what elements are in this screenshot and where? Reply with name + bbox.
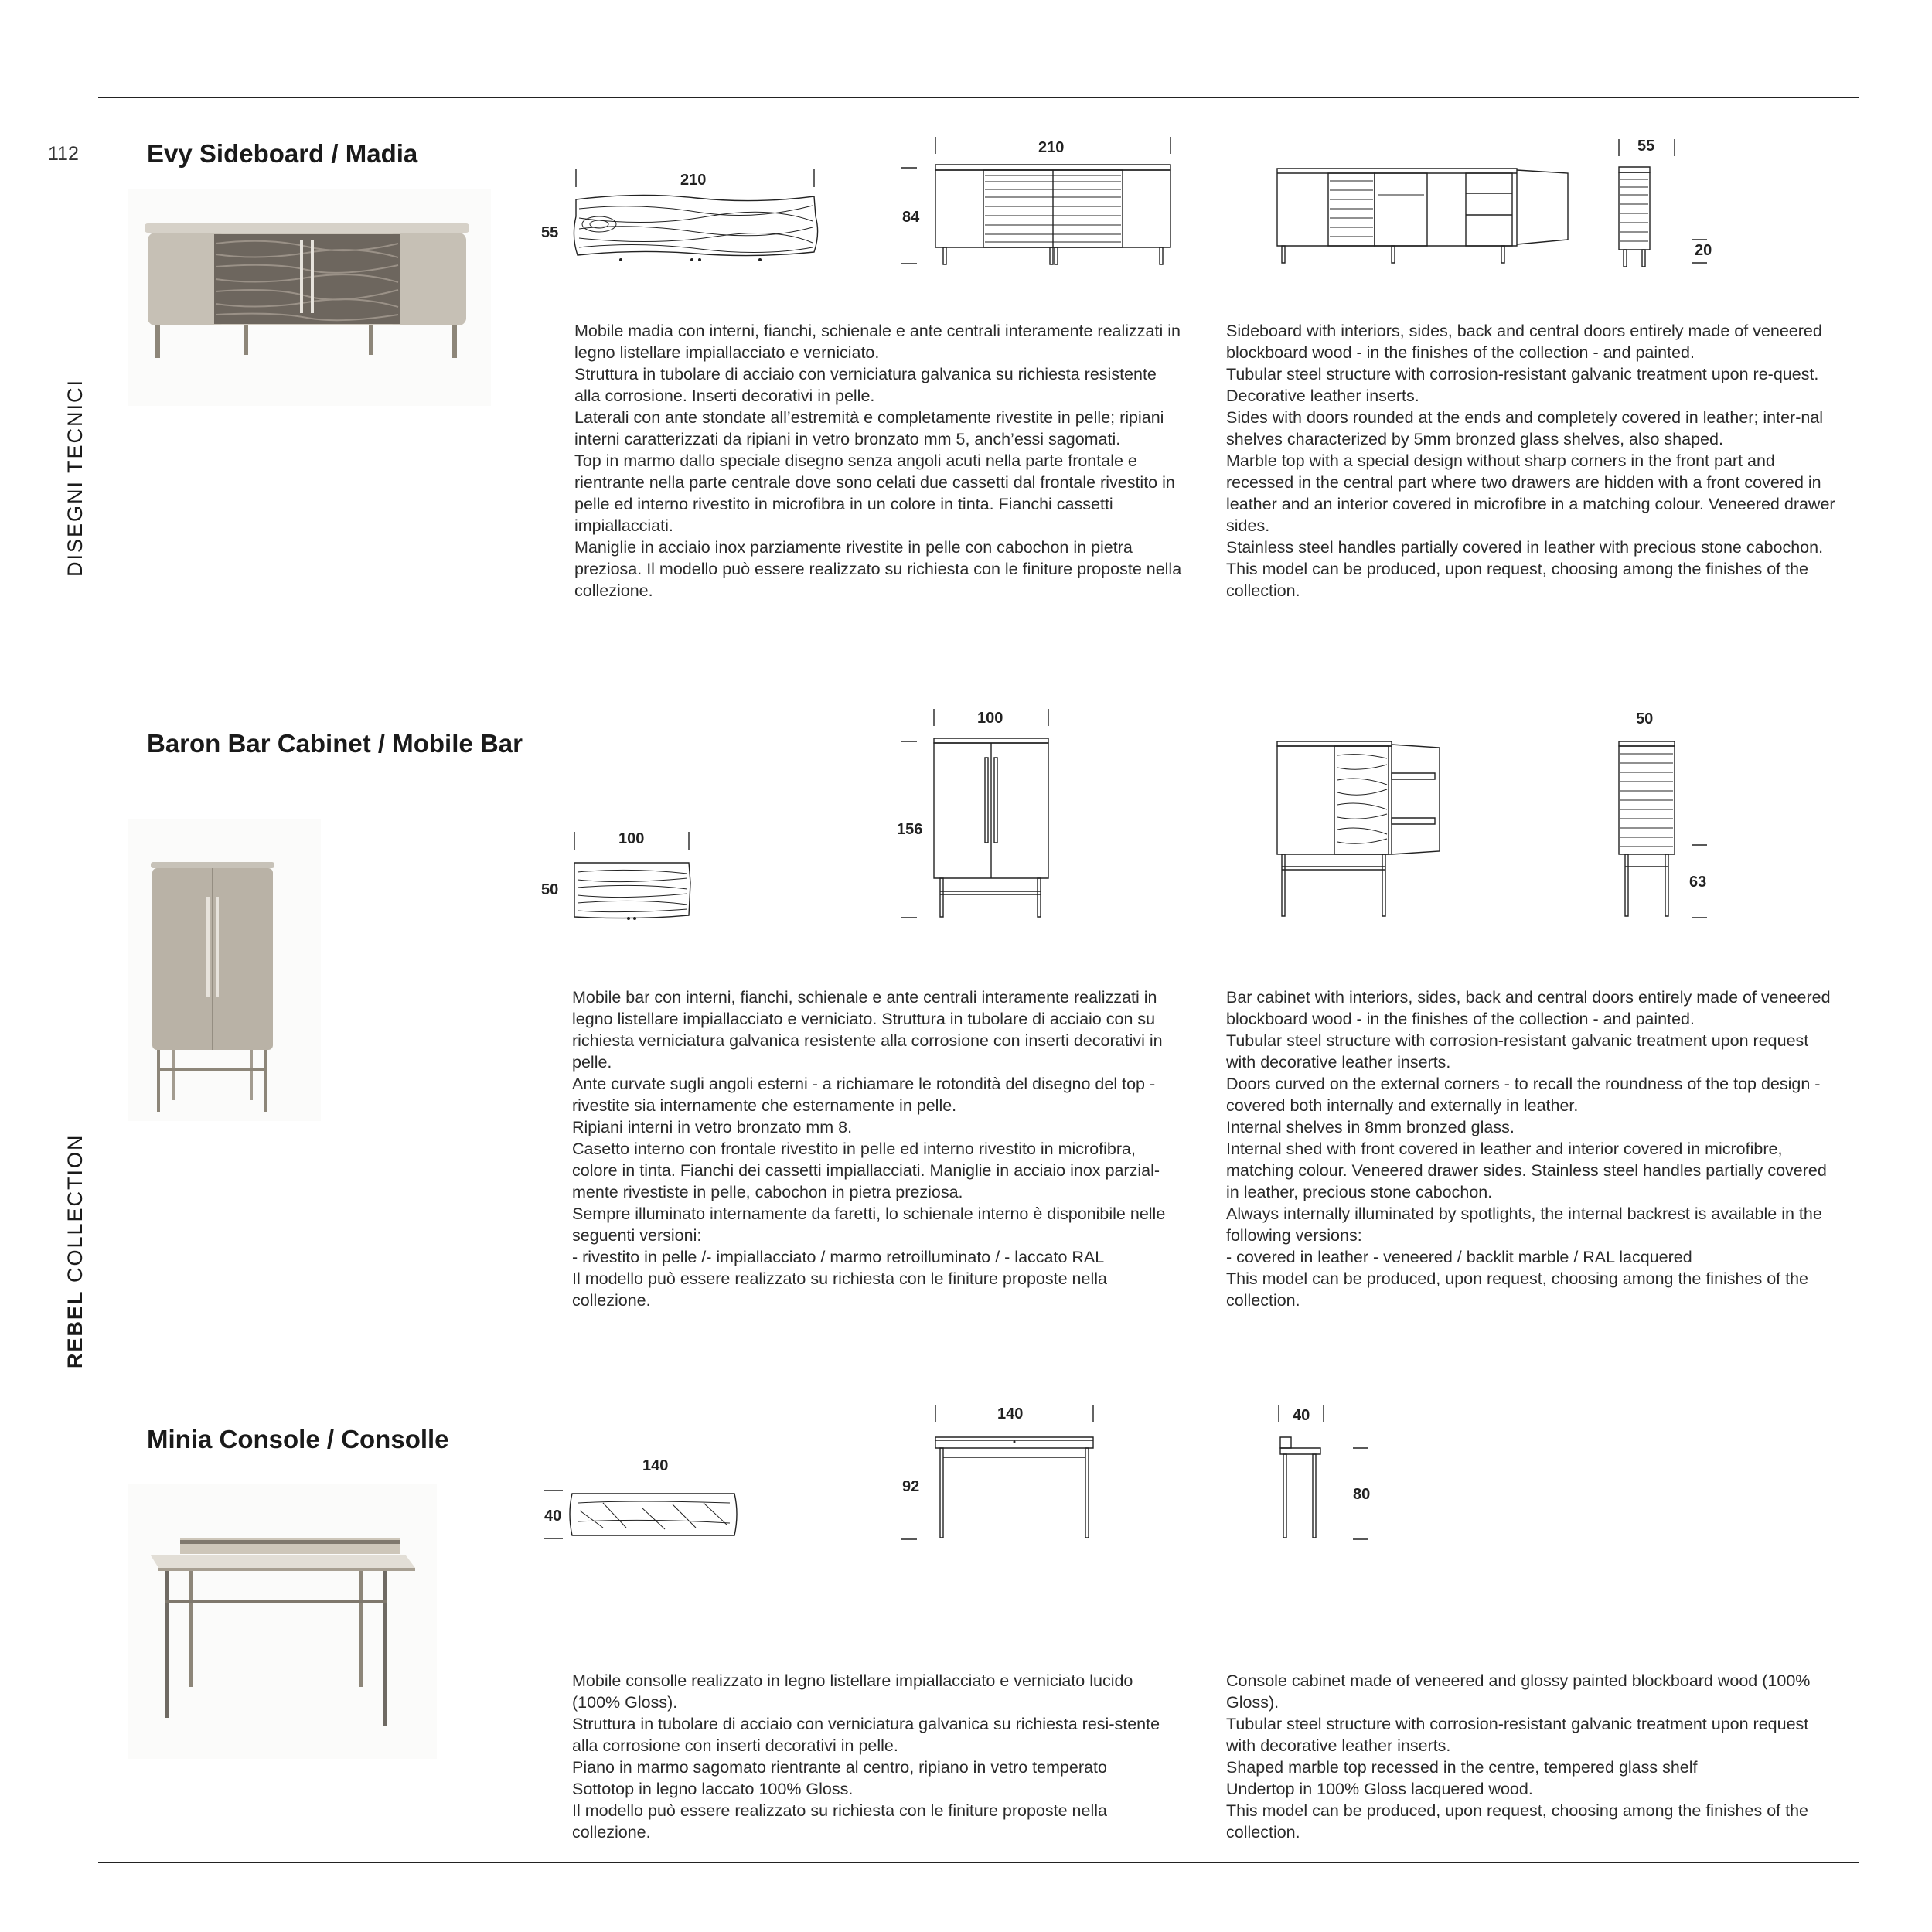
bottom-rule	[98, 1862, 1859, 1863]
desc-paragraph: Tubular steel structure with corrosion-resistant galvanic treatment upon request with decorative leather inserts.	[1226, 1715, 1809, 1755]
desc-paragraph: Always internally illuminated by spotlights, the internal backrest is available in the following versions:	[1226, 1205, 1822, 1245]
desc-paragraph: Internal shelves in 8mm bronzed glass.	[1226, 1118, 1515, 1136]
desc-paragraph: Stainless steel handles partially covered in leather with precious stone cabochon.	[1226, 538, 1824, 557]
desc-paragraph: Struttura in tubolare di acciaio con verniciatura galvanica su richiesta resistente alla corrosione. Inserti decorativi in pelle.	[574, 365, 1157, 405]
desc-paragraph: Doors curved on the external corners - to recall the roundness of the top design - covered both internally and externally in leather.	[1226, 1075, 1821, 1115]
baron-bar-cabinet-photo	[128, 819, 321, 1121]
desc-paragraph: - rivestito in pelle /- impiallacciato / marmo retroilluminato / - laccato RAL	[572, 1248, 1105, 1266]
desc-paragraph: This model can be produced, upon request, choosing among the finishes of the collection.	[1226, 1801, 1808, 1842]
desc-paragraph: - covered in leather - veneered / backlit marble / RAL lacquered	[1226, 1248, 1692, 1266]
dim-evy-side-depth: 55	[1637, 138, 1655, 155]
minia-plan-drawing	[541, 1484, 742, 1562]
desc-paragraph: Il modello può essere realizzato su richiesta con le finiture proposte nella collezione.	[572, 1269, 1107, 1310]
evy-front-drawing	[897, 135, 1183, 271]
desc-paragraph: Il modello può essere realizzato su richiesta con le finiture proposte nella collezione.	[572, 1801, 1107, 1842]
minia-console-photo	[128, 1484, 437, 1759]
desc-paragraph: Tubular steel structure with corrosion-resistant galvanic treatment upon request with decorative leather inserts.	[1226, 1031, 1809, 1072]
dim-minia-plan-depth: 40	[544, 1508, 562, 1525]
dim-evy-front-width: 210	[1038, 139, 1065, 156]
dim-baron-plan-width: 100	[618, 830, 645, 847]
minia-side-drawing	[1268, 1403, 1384, 1542]
baron-front-drawing	[897, 707, 1051, 924]
desc-paragraph: Mobile consolle realizzato in legno listellare impiallacciato e verniciato lucido (100% Gloss).	[572, 1671, 1133, 1712]
desc-paragraph: Mobile bar con interni, fianchi, schienale e ante centrali interamente realizzati in legno listellare impiallacciato e verniciato. Struttura in tubolare di acciaio con su richiesta verniciatura galvanica resistente alla corrosione con inserti decorativi in pelle.	[572, 988, 1163, 1072]
desc-paragraph: Sides with doors rounded at the ends and completely covered in leather; inter-nal shelves characterized by 5mm bronzed glass shelves, also shaped.	[1226, 408, 1824, 448]
product-title-evy: Evy Sideboard / Madia	[147, 139, 418, 168]
desc-paragraph: Bar cabinet with interiors, sides, back and central doors entirely made of veneered blockboard wood - in the finishes of the collection - and painted.	[1226, 988, 1831, 1028]
desc-paragraph: Mobile madia con interni, fianchi, schienale e ante centrali interamente realizzati in legno listellare impiallacciato e verniciato.	[574, 322, 1181, 362]
desc-paragraph: Tubular steel structure with corrosion-resistant galvanic treatment upon re-quest. Decorative leather inserts.	[1226, 365, 1819, 405]
desc-paragraph: Undertop in 100% Gloss lacquered wood.	[1226, 1780, 1533, 1798]
dim-minia-front-height: 92	[902, 1478, 920, 1495]
dim-minia-top-height: 80	[1353, 1486, 1371, 1503]
evy-description-en	[1226, 320, 1837, 601]
page-number: 112	[48, 143, 79, 165]
dim-evy-leg-height: 20	[1695, 242, 1712, 259]
desc-paragraph: This model can be produced, upon request, choosing among the finishes of the collection.	[1226, 560, 1808, 600]
dim-baron-front-height: 156	[897, 821, 923, 838]
desc-paragraph: Console cabinet made of veneered and glossy painted blockboard wood (100% Gloss).	[1226, 1671, 1811, 1712]
desc-paragraph: Maniglie in acciaio inox parziamente rivestite in pelle con cabochon in pietra preziosa. Il modello può essere realizzato su richiesta con le finiture proposte nella collezione.	[574, 538, 1182, 600]
collection-name: COLLECTION	[63, 1133, 87, 1290]
dim-baron-plan-depth: 50	[541, 881, 559, 898]
dim-minia-side-depth: 40	[1293, 1407, 1310, 1424]
evy-sideboard-photo	[128, 189, 491, 406]
desc-paragraph: Marble top with a special design without sharp corners in the front part and recessed in the central part where two drawers are hidden with a front covered in leather and an interior covered in microfibre in a matching colour. Veneered drawer sides.	[1226, 451, 1835, 535]
desc-paragraph: Sempre illuminato internamente da faretti, lo schienale interno è disponibile nelle seguenti versioni:	[572, 1205, 1166, 1245]
baron-open-drawing	[1276, 738, 1453, 924]
desc-paragraph: Laterali con ante stondate all’estremità e completamente rivestite in pelle; ripiani interni caratterizzati da ripiani in vetro bronzato mm 5, anch’essi sagomati.	[574, 408, 1164, 448]
desc-paragraph: Piano in marmo sagomato rientrante al centro, ripiano in vetro temperato	[572, 1758, 1107, 1777]
baron-plan-drawing	[568, 827, 700, 928]
desc-paragraph: Struttura in tubolare di acciaio con verniciatura galvanica su richiesta resi-stente alla corrosione con inserti decorativi in pelle.	[572, 1715, 1160, 1755]
dim-baron-front-width: 100	[977, 710, 1003, 727]
brand-name: REBEL	[63, 1290, 87, 1368]
desc-paragraph: Shaped marble top recessed in the centre, tempered glass shelf	[1226, 1758, 1698, 1777]
desc-paragraph: Top in marmo dallo speciale disegno senza angoli acuti nella parte frontale e rientrante nella parte centrale dove sono celati due cassetti dal frontale rivestito in pelle ed interno rivestito in microfibra in un colore in tinta. Fianchi cassetti impiallacciati.	[574, 451, 1175, 535]
desc-paragraph: Ripiani interni in vetro bronzato mm 8.	[572, 1118, 853, 1136]
dim-evy-front-height: 84	[902, 209, 920, 226]
dim-evy-plan-depth: 55	[541, 224, 559, 241]
product-title-baron: Baron Bar Cabinet / Mobile Bar	[147, 729, 523, 758]
desc-paragraph: Ante curvate sugli angoli esterni - a richiamare le rotondità del disegno del top - rivestite sia internamente che esternamente in pelle.	[572, 1075, 1156, 1115]
top-rule	[98, 97, 1859, 98]
section-label-text: DISEGNI TECNICI	[63, 378, 87, 577]
baron-side-drawing	[1608, 738, 1716, 924]
dim-minia-front-width: 140	[997, 1406, 1024, 1423]
desc-paragraph: This model can be produced, upon request, choosing among the finishes of the collection.	[1226, 1269, 1808, 1310]
dim-baron-leg-height: 63	[1689, 874, 1707, 891]
baron-description-it	[572, 986, 1183, 1311]
desc-paragraph: Sottotop in legno laccato 100% Gloss.	[572, 1780, 854, 1798]
dim-minia-plan-width: 140	[642, 1457, 669, 1474]
minia-description-it	[572, 1670, 1183, 1843]
collection-label	[63, 1133, 87, 1368]
section-label	[63, 379, 87, 577]
desc-paragraph: Internal shed with front covered in leather and interior covered in microfibre, matching colour. Veneered drawer sides. Stainless steel handles partially covered in leather, precious stone cabochon.	[1226, 1140, 1827, 1201]
baron-description-en	[1226, 986, 1837, 1311]
evy-side-drawing	[1608, 138, 1716, 269]
desc-paragraph: Sideboard with interiors, sides, back and central doors entirely made of veneered blockboard wood - in the finishes of the collection - and painted.	[1226, 322, 1822, 362]
evy-open-drawing	[1276, 162, 1577, 271]
minia-front-drawing	[897, 1403, 1098, 1542]
dim-baron-side-depth: 50	[1636, 710, 1654, 727]
desc-paragraph: Casetto interno con frontale rivestito in pelle ed interno rivestito in microfibra, colore in tinta. Fianchi dei cassetti impiallacciati. Maniglie in acciaio inox parzial-mente rivestiste in pelle, cabochon in pietra preziosa.	[572, 1140, 1160, 1201]
minia-description-en	[1226, 1670, 1837, 1843]
product-title-minia: Minia Console / Consolle	[147, 1425, 449, 1453]
evy-plan-drawing	[568, 162, 823, 267]
evy-description-it	[574, 320, 1185, 601]
dim-evy-plan-width: 210	[680, 172, 707, 189]
